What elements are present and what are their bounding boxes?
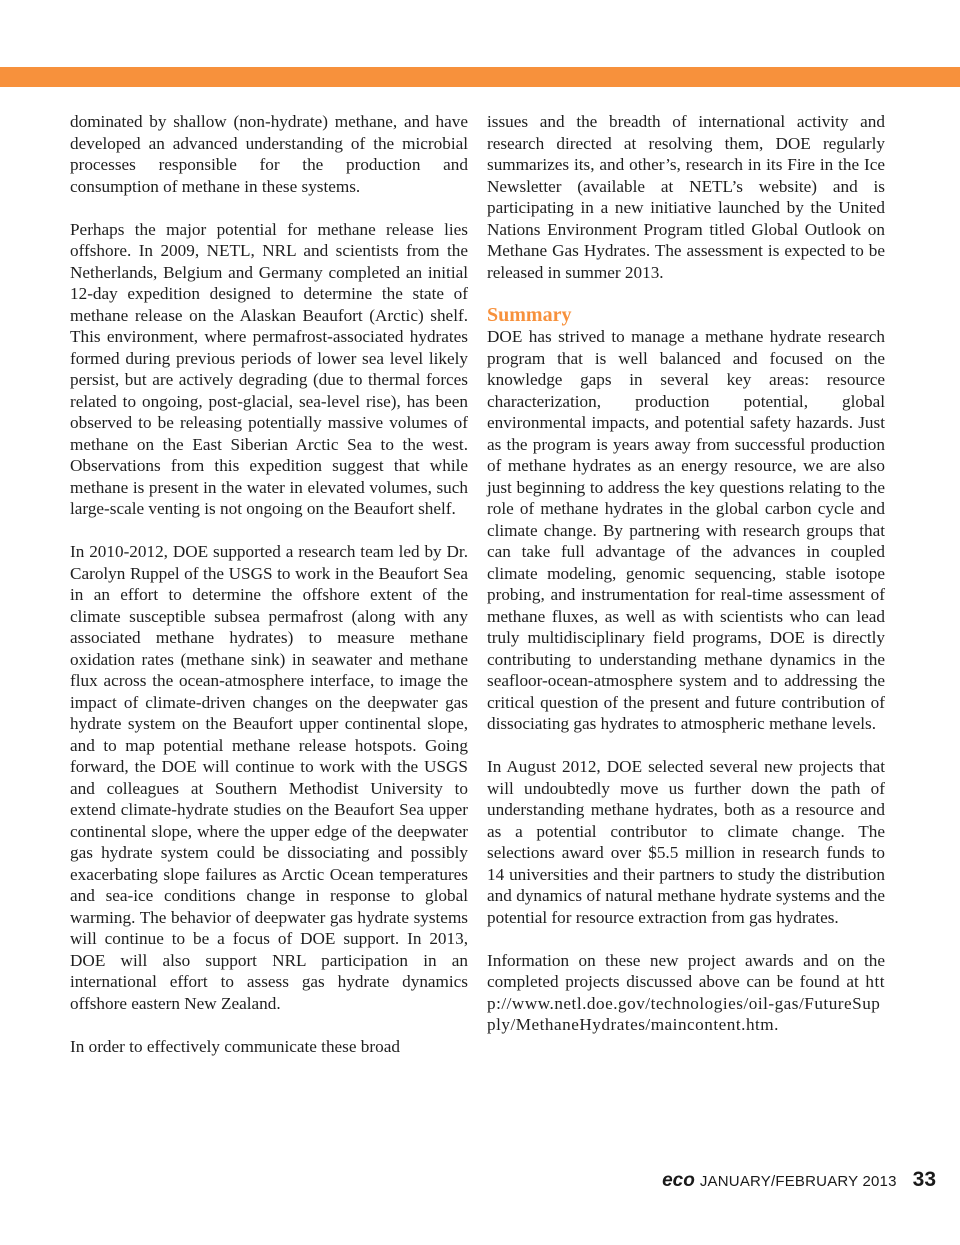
info-text: Information on these new project awards and on the completed projects discussed above can be found at [487, 950, 885, 991]
left-paragraph-4: In order to effectively communicate these broad [70, 1036, 400, 1056]
summary-heading: Summary [487, 303, 572, 326]
left-paragraph-1: dominated by shallow (non-hydrate) methane, and have developed an advanced understanding of the microbial processes responsible for the production and consumption of methane in these systems. [70, 112, 468, 196]
magazine-name: eco [662, 1170, 695, 1191]
header-color-band [0, 67, 960, 87]
issue-date: JANUARY/FEBRUARY 2013 [699, 1173, 897, 1190]
left-paragraph-2: Perhaps the major potential for methane release lies offshore. In 2009, NETL, NRL and scientists from the Netherlands, Belgium and Germany completed an initial 12-day expedition designed to determine the state of methane release on the Alaskan Beaufort (Arctic) shelf. This environment, where permafrost-associated hydrates formed during previous periods of lower sea level likely persist, but are actively degrading (due to thermal forces related to ongoing, post-glacial, sea-level rise), has been observed to be releasing potentially massive volumes of methane on the East Siberian Arctic Sea to the west. Observations from this expedition suggest that while methane is present in the water in elevated volumes, such large-scale venting is not ongoing on the Beaufort shelf. [70, 219, 468, 518]
right-paragraph-3: In August 2012, DOE selected several new projects that will undoubtedly move us further down the path of understanding methane hydrates, both as a resource and as a potential contributor to climate change. The selections award over $5.5 million in research funds to 14 universities and their partners to study the distribution and dynamics of natural methane hydrate systems and the potential for resource extraction from gas hydrates. [487, 757, 885, 927]
right-paragraph-4 [487, 950, 885, 1036]
left-column [70, 111, 468, 1057]
right-paragraph-1: issues and the breadth of international activity and research directed at resolving them, DOE regularly summarizes its, and other’s, research in its Fire in the Ice Newsletter (available at NETL’s website) and is participating in a new initiative launched by the United Nations Environment Program titled Global Outlook on Methane Gas Hydrates. The assessment is expected to be released in summer 2013. [487, 112, 885, 282]
page-number: 33 [912, 1168, 936, 1191]
project-url-link[interactable]: http://www.netl.doe.gov/technologies/oil-gas/FutureSupply/MethaneHydrates/maincontent.htm. [487, 972, 885, 1034]
page-footer [662, 1168, 936, 1192]
right-paragraph-2: DOE has strived to manage a methane hydrate research program that is well balanced and focused on the knowledge gaps in several key areas: resource characterization, production potential, global environmental impacts, and potential safety hazards. Just as the program is years away from successful production of methane hydrates as an energy resource, we are also just beginning to address the key questions relating to the role of methane hydrates in the global carbon cycle and climate change. By partnering with research groups that can take full advantage of the advances in coupled climate modeling, genomic sequencing, stable isotope probing, and instrumentation for real-time assessment of methane fluxes, as well as with scientists who can lead truly multidisciplinary field programs, DOE is directly contributing to understanding methane dynamics in the seafloor-ocean-atmosphere system and to addressing the critical question of the present and future contribution of dissociating gas hydrates to atmospheric methane levels. [487, 327, 885, 733]
right-column [487, 111, 885, 1036]
left-paragraph-3: In 2010-2012, DOE supported a research team led by Dr. Carolyn Ruppel of the USGS to work in the Beaufort Sea in an effort to determine the offshore extent of the climate susceptible subsea permafrost (along with any associated methane hydrates) to measure methane oxidation rates (methane sink) in seawater and methane flux across the ocean-atmosphere interface, to image the impact of climate-driven changes on the deepwater gas hydrate system on the Beaufort upper continental slope, and to map potential methane release hotspots. Going forward, the DOE will continue to work with the USGS and colleagues at Southern Methodist University to extend climate-hydrate studies on the Beaufort Sea upper continental slope, where the upper edge of the deepwater gas hydrate system could be dissociating and possibly exacerbating slope failures as Arctic Ocean temperatures and sea-ice conditions change in response to global warming. The behavior of deepwater gas hydrate systems will continue to be a focus of DOE support. In 2013, DOE will also support NRL participation in an international effort to assess gas hydrate dynamics offshore eastern New Zealand. [70, 542, 468, 1013]
